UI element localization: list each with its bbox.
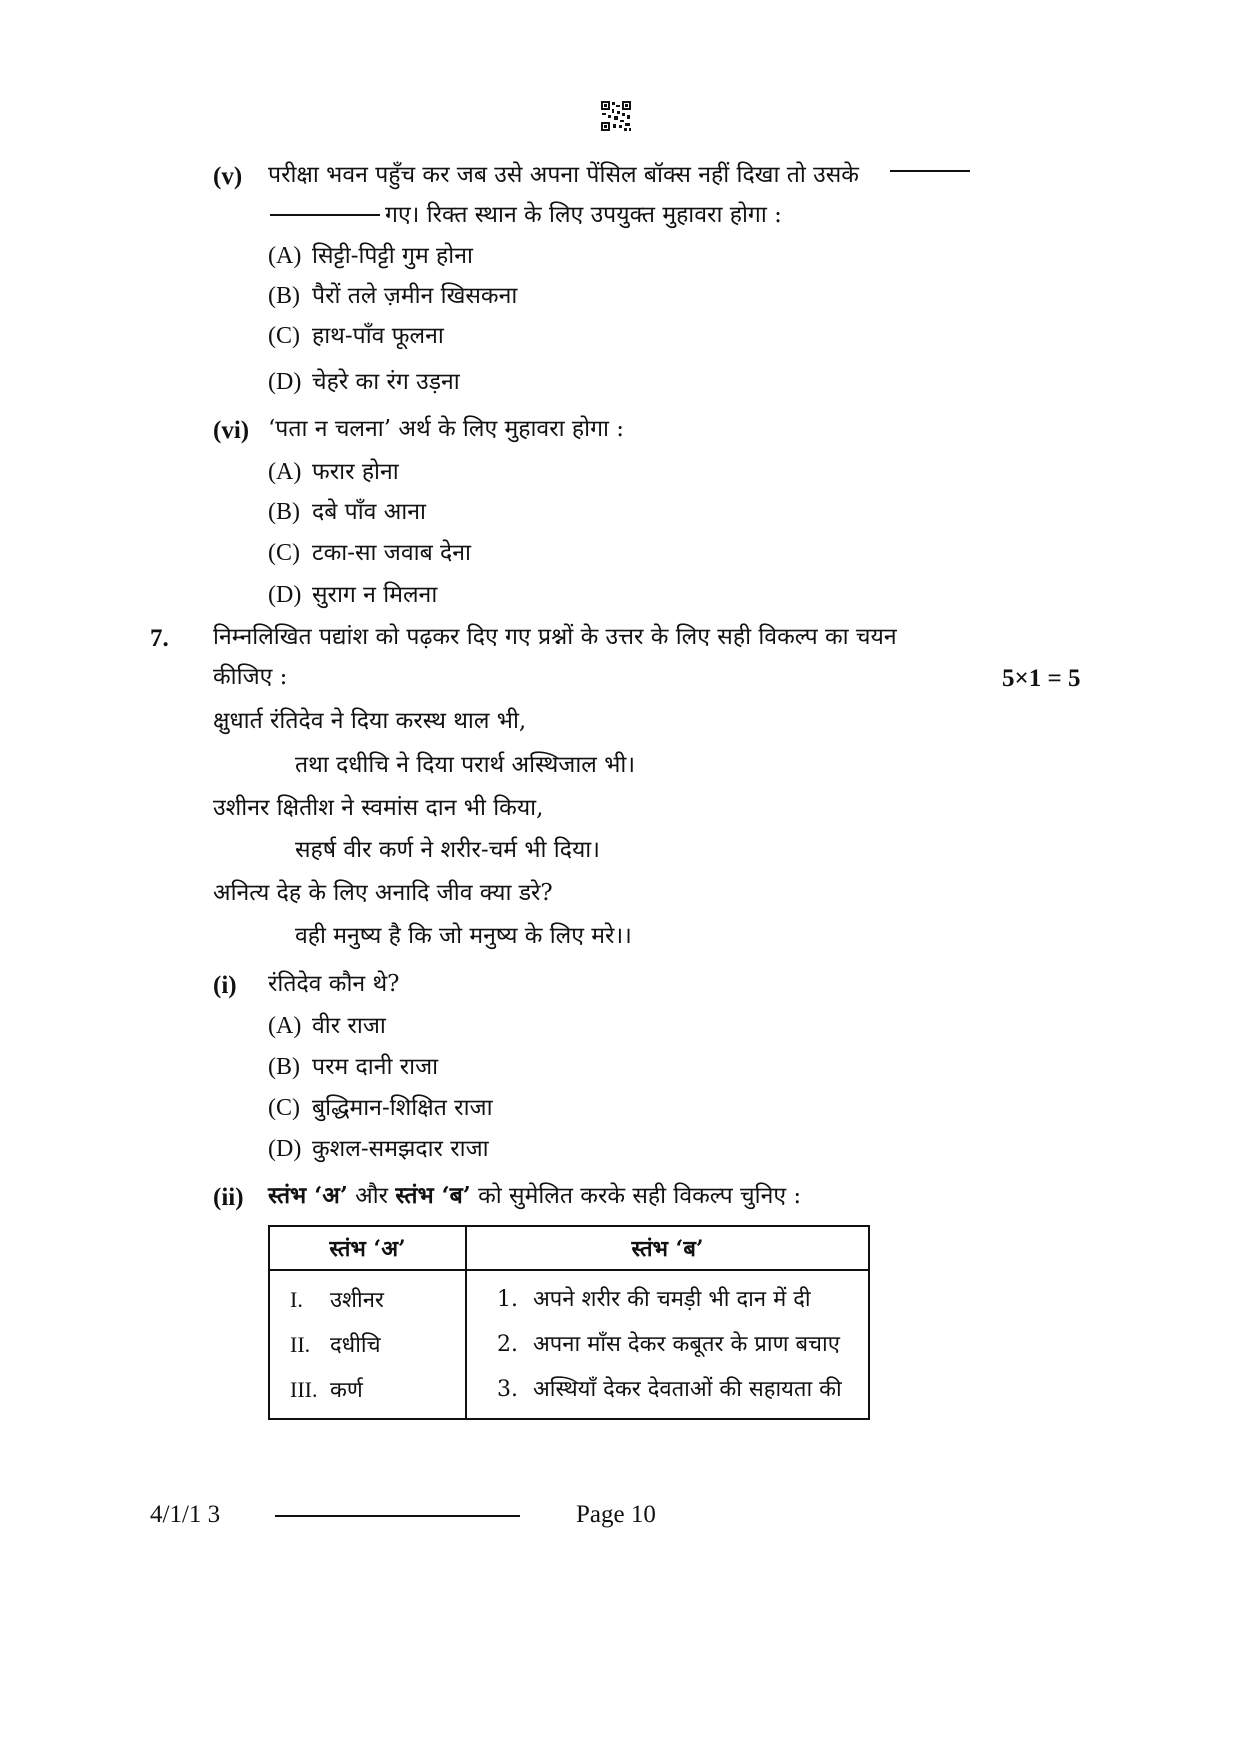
blank-line: [270, 214, 380, 216]
question-number-vi: (vi): [213, 417, 250, 444]
col-a-item: I. उशीनर: [290, 1287, 384, 1313]
poem-line: वही मनुष्य है कि जो मनुष्य के लिए मरे।।: [295, 923, 632, 949]
table-header-row: [269, 1226, 869, 1270]
question-7-line1: निम्नलिखित पद्यांश को पढ़कर दिए गए प्रश्नों के उत्तर के लिए सही विकल्प का चयन: [213, 624, 897, 650]
marks: 5×1 = 5: [1002, 665, 1081, 692]
match-table: [268, 1225, 870, 1420]
option-c: (C) हाथ-पाँव फूलना: [268, 323, 444, 349]
poem-line: क्षुधार्त रंतिदेव ने दिया करस्थ थाल भी,: [213, 708, 527, 734]
col-b-item: 1. अपने शरीर की चमड़ी भी दान में दी: [497, 1287, 811, 1312]
table-col-b: [466, 1270, 869, 1419]
question-vi-text: ‘पता न चलना’ अर्थ के लिए मुहावरा होगा :: [268, 416, 625, 442]
poem-line: सहर्ष वीर कर्ण ने शरीर-चर्म भी दिया।: [295, 837, 600, 863]
option-c: (C) टका-सा जवाब देना: [268, 540, 471, 566]
option-b: (B) दबे पाँव आना: [268, 499, 427, 525]
option-b: (B) परम दानी राजा: [268, 1054, 439, 1080]
question-number-v: (v): [213, 163, 243, 190]
col-b-item: 2. अपना माँस देकर कबूतर के प्राण बचाए: [497, 1332, 840, 1357]
option-a: (A) वीर राजा: [268, 1013, 386, 1039]
question-v-line1: परीक्षा भवन पहुँच कर जब उसे अपना पेंसिल बॉक्स नहीं दिखा तो उसके: [268, 162, 859, 188]
question-number-i: (i): [213, 972, 237, 999]
option-b: (B) पैरों तले ज़मीन खिसकना: [268, 283, 518, 309]
table-header-a: स्तंभ ‘अ’: [269, 1226, 466, 1270]
poem-line: तथा दधीचि ने दिया परार्थ अस्थिजाल भी।: [295, 752, 636, 778]
question-number-7: 7.: [150, 625, 169, 652]
qr-code-icon: [600, 100, 632, 132]
blank-line: [890, 170, 970, 172]
poem-line: उशीनर क्षितीश ने स्वमांस दान भी किया,: [213, 795, 544, 821]
option-c: (C) बुद्धिमान-शिक्षित राजा: [268, 1095, 493, 1121]
option-d: (D) कुशल-समझदार राजा: [268, 1136, 489, 1162]
poem-line: अनित्य देह के लिए अनादि जीव क्या डरे?: [213, 880, 553, 906]
option-d: (D) सुराग न मिलना: [268, 582, 438, 608]
question-i-text: रंतिदेव कौन थे?: [268, 971, 400, 997]
paper-code: 4/1/1 3: [150, 1501, 221, 1528]
page-number: Page 10: [576, 1501, 656, 1528]
question-ii-text: स्तंभ ‘अ’ और स्तंभ ‘ब’ को सुमेलित करके सही विकल्प चुनिए :: [268, 1182, 802, 1209]
option-d: (D) चेहरे का रंग उड़ना: [268, 369, 460, 395]
table-header-b: स्तंभ ‘ब’: [466, 1226, 869, 1270]
question-number-ii: (ii): [213, 1184, 244, 1211]
col-b-item: 3. अस्थियाँ देकर देवताओं की सहायता की: [497, 1377, 842, 1402]
option-a: (A) सिट्टी-पिट्टी गुम होना: [268, 243, 473, 269]
footer-rule: [275, 1515, 520, 1517]
question-v-line2: गए। रिक्त स्थान के लिए उपयुक्त मुहावरा होगा :: [385, 202, 782, 228]
col-a-item: II. दधीचि: [290, 1332, 381, 1358]
col-a-item: III. कर्ण: [290, 1377, 363, 1403]
table-col-a: [269, 1270, 466, 1419]
option-a: (A) फरार होना: [268, 459, 399, 485]
question-7-line2: कीजिए :: [213, 664, 288, 690]
table-row: [269, 1270, 869, 1419]
